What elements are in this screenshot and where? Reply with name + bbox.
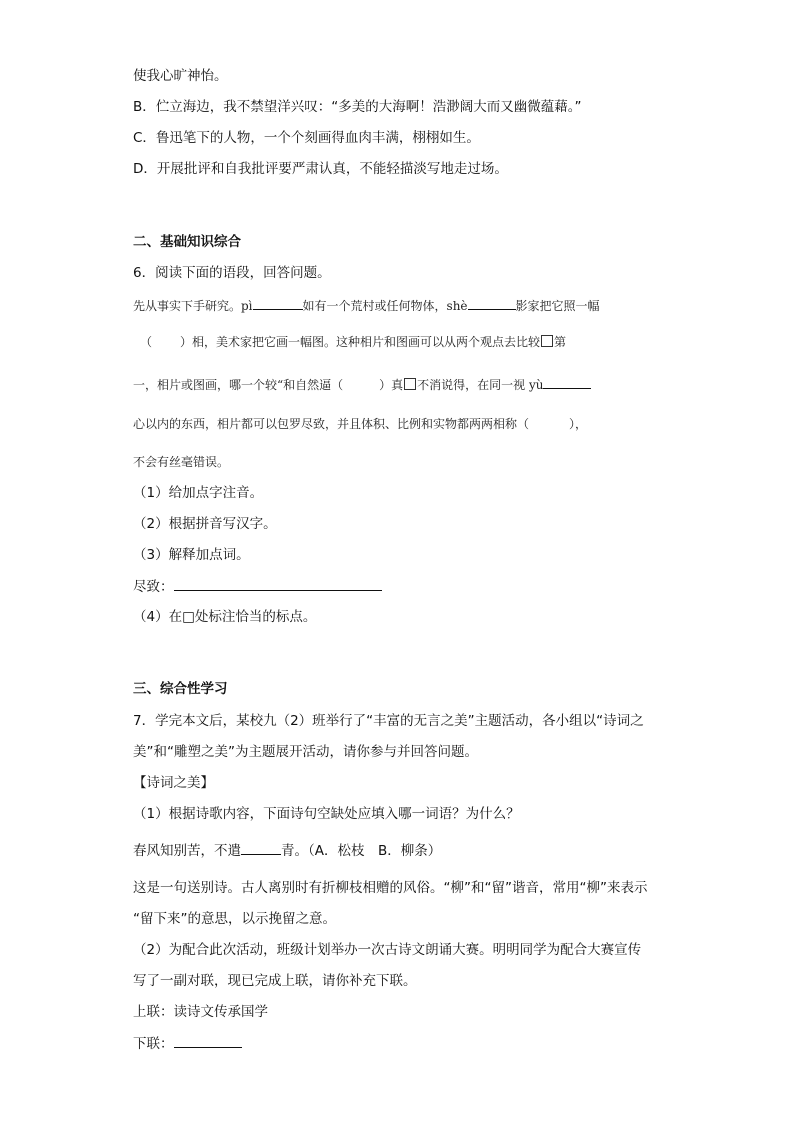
- question-6-stem: 6．阅读下面的语段，回答问题。: [133, 265, 331, 281]
- section-2-heading: 二、基础知识综合: [133, 234, 241, 250]
- q5-option-a-tail: 使我心旷神怡。: [133, 68, 228, 84]
- passage-text: 一，相片或图画，哪一个较“和自然逼（: [133, 378, 344, 392]
- punctuation-box[interactable]: [404, 378, 416, 390]
- poetry-heading: 【诗词之美】: [133, 775, 214, 791]
- couplet-lower-blank[interactable]: [174, 1033, 242, 1048]
- jinzhi-answer-blank[interactable]: [174, 576, 382, 591]
- poetry-question-2-line-1: （2）为配合此次活动，班级计划举办一次古诗文朗诵大赛。明明同学为配合大赛宣传: [133, 942, 642, 958]
- poem-text: 春风知别苦，不遣: [133, 843, 241, 859]
- passage-text: ）真: [379, 378, 404, 392]
- passage-text: （: [140, 335, 153, 349]
- q5-option-d: D．开展批评和自我批评要严肃认真，不能轻描淡写地走过场。: [133, 161, 508, 177]
- answer-blank[interactable]: [543, 374, 591, 389]
- q5-option-b: B．伫立海边，我不禁望洋兴叹：“多美的大海啊！浩渺阔大而又幽微蕴藉。”: [133, 99, 582, 115]
- jinzhi-answer-line: [133, 576, 382, 597]
- passage-text: 如有一个荒村或任何物体，shè: [302, 299, 468, 313]
- section-3-heading: 三、综合性学习: [133, 681, 228, 697]
- sub-question-3: （3）解释加点词。: [133, 547, 250, 563]
- punctuation-box[interactable]: [541, 335, 553, 347]
- question-7-stem-line-2: 美”和“雕塑之美”为主题展开活动，请你参与并回答问题。: [133, 744, 478, 760]
- poem-line: [133, 840, 441, 861]
- q5-option-c: C．鲁迅笔下的人物，一个个刻画得血肉丰满，栩栩如生。: [133, 130, 480, 146]
- couplet-upper: 上联：读诗文传承国学: [133, 1004, 268, 1020]
- passage-line-1: [133, 295, 600, 316]
- answer-line-1: 这是一句送别诗。古人离别时有折柳枝相赠的风俗。“柳”和“留”谐音，常用“柳”来表示: [133, 880, 648, 896]
- couplet-lower-label: 下联：: [133, 1036, 174, 1052]
- answer-blank[interactable]: [468, 295, 516, 310]
- passage-line-2: [140, 332, 566, 352]
- question-7-stem-line-1: 7．学完本文后，某校九（2）班举行了“丰富的无言之美”主题活动，各小组以“诗词之: [133, 713, 644, 729]
- sub-question-2: （2）根据拼音写汉字。: [133, 516, 277, 532]
- poetry-question-2-line-2: 写了一副对联，现已完成上联，请你补充下联。: [133, 973, 417, 989]
- passage-text: 不消说得，在同一视 yù: [417, 378, 544, 392]
- passage-text: 影家把它照一幅: [515, 299, 600, 313]
- passage-text: ），: [569, 417, 588, 431]
- passage-line-4: [133, 414, 587, 434]
- passage-text: ）相，美术家把它画一幅图。这种相片和图画可以从两个观点去比较: [180, 335, 541, 349]
- poetry-question-1: （1）根据诗歌内容，下面诗句空缺处应填入哪一词语？为什么？: [133, 806, 520, 822]
- passage-text: 先从事实下手研究。pì: [133, 299, 253, 313]
- answer-blank[interactable]: [253, 295, 303, 310]
- poem-text: 青。（A．松枝 B．柳条）: [281, 843, 442, 859]
- passage-line-3: [133, 374, 591, 395]
- poem-blank[interactable]: [241, 840, 281, 855]
- jinzhi-label: 尽致：: [133, 579, 174, 595]
- passage-line-5: 不会有丝毫错误。: [133, 455, 230, 469]
- answer-line-2: “留下来”的意思，以示挽留之意。: [133, 911, 336, 927]
- sub-question-1: （1）给加点字注音。: [133, 485, 264, 501]
- passage-text: 心以内的东西，相片都可以包罗尽致，并且体积、比例和实物都两两相称（: [133, 417, 530, 431]
- sub-question-4: （4）在□处标注恰当的标点。: [133, 609, 317, 625]
- couplet-lower-line: [133, 1033, 242, 1054]
- passage-text: 第: [554, 335, 567, 349]
